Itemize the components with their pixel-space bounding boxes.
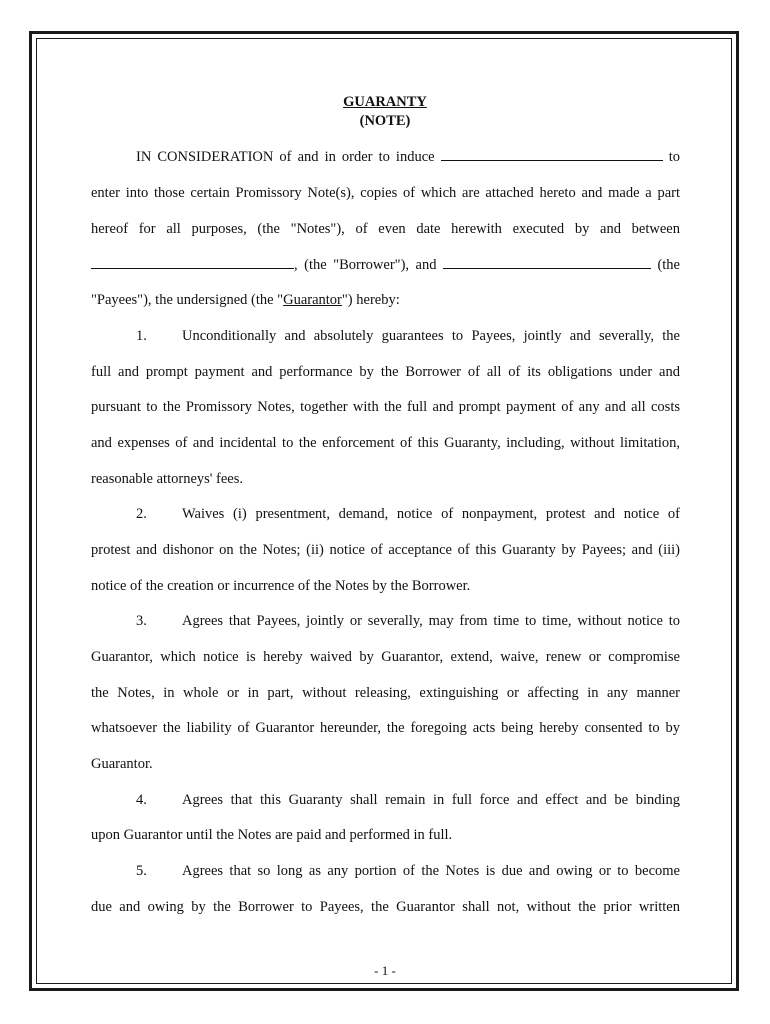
item-1-line-1	[136, 327, 680, 345]
item-2-line-2: protest and dishonor on the Notes; (ii) notice of acceptance of this Guaranty by Payees; and (iii)	[91, 542, 680, 558]
item-3-line-4: whatsoever the liability of Guarantor hereunder, the foregoing acts being hereby consented to by	[91, 720, 680, 736]
intro-line-4	[91, 256, 680, 274]
payees-blank	[443, 256, 651, 269]
intro-text: "Payees"), the undersigned (the "	[91, 292, 284, 308]
item-number: 2.	[136, 506, 147, 522]
item-number: 1.	[136, 328, 147, 344]
item-number: 3.	[136, 613, 147, 629]
item-2-line-3: notice of the creation or incurrence of the Notes by the Borrower.	[91, 578, 471, 594]
intro-text: to	[668, 149, 681, 165]
intro-line-2: enter into those certain Promissory Note(s), copies of which are attached hereto and made a part	[91, 185, 680, 201]
item-4-line-2: upon Guarantor until the Notes are paid and performed in full.	[91, 827, 453, 843]
inducee-blank	[441, 148, 663, 161]
intro-text: , (the "Borrower"), and	[294, 257, 437, 273]
item-3-line-1	[136, 612, 680, 630]
item-number: 5.	[136, 863, 147, 879]
intro-line-1	[136, 148, 680, 166]
item-5-line-1	[136, 862, 680, 880]
page-number: - 1 -	[374, 963, 396, 978]
item-3-line-3: the Notes, in whole or in part, without releasing, extinguishing or affecting in any manner	[91, 685, 680, 701]
item-2-line-1	[136, 505, 680, 523]
intro-line-3: hereof for all purposes, (the "Notes"), of even date herewith executed by and between	[91, 221, 680, 237]
item-1-line-3: pursuant to the Promissory Notes, together with the full and prompt payment of any and all costs	[91, 399, 680, 415]
intro-text: (the	[657, 257, 680, 273]
item-text: Unconditionally and absolutely guarantees to Payees, jointly and severally, the	[182, 328, 680, 344]
borrower-blank	[91, 256, 294, 269]
item-text: Waives (i) presentment, demand, notice of nonpayment, protest and notice of	[182, 506, 680, 522]
item-1-line-5: reasonable attorneys' fees.	[91, 471, 243, 487]
item-5-line-2: due and owing by the Borrower to Payees, the Guarantor shall not, without the prior written	[91, 899, 680, 915]
item-1-line-4: and expenses of and incidental to the enforcement of this Guaranty, including, without limitation,	[91, 435, 680, 451]
item-text: Agrees that so long as any portion of the Notes is due and owing or to become	[182, 863, 680, 879]
item-3-line-5: Guarantor.	[91, 756, 153, 772]
item-3-line-2: Guarantor, which notice is hereby waived by Guarantor, extend, waive, renew or compromise	[91, 649, 680, 665]
intro-text: IN CONSIDERATION of and in order to induce	[136, 149, 435, 165]
item-4-line-1	[136, 791, 680, 809]
guarantor-defined-term: Guarantor	[283, 292, 342, 308]
item-number: 4.	[136, 792, 147, 808]
item-1-line-2: full and prompt payment and performance by the Borrower of all of its obligations under and	[91, 364, 680, 380]
intro-line-5	[91, 291, 680, 309]
item-text: Agrees that this Guaranty shall remain in full force and effect and be binding	[182, 792, 680, 808]
document-subtitle: (NOTE)	[359, 113, 411, 129]
document-title: GUARANTY	[343, 94, 427, 110]
item-text: Agrees that Payees, jointly or severally, may from time to time, without notice to	[182, 613, 680, 629]
intro-text: ") hereby:	[341, 292, 400, 308]
